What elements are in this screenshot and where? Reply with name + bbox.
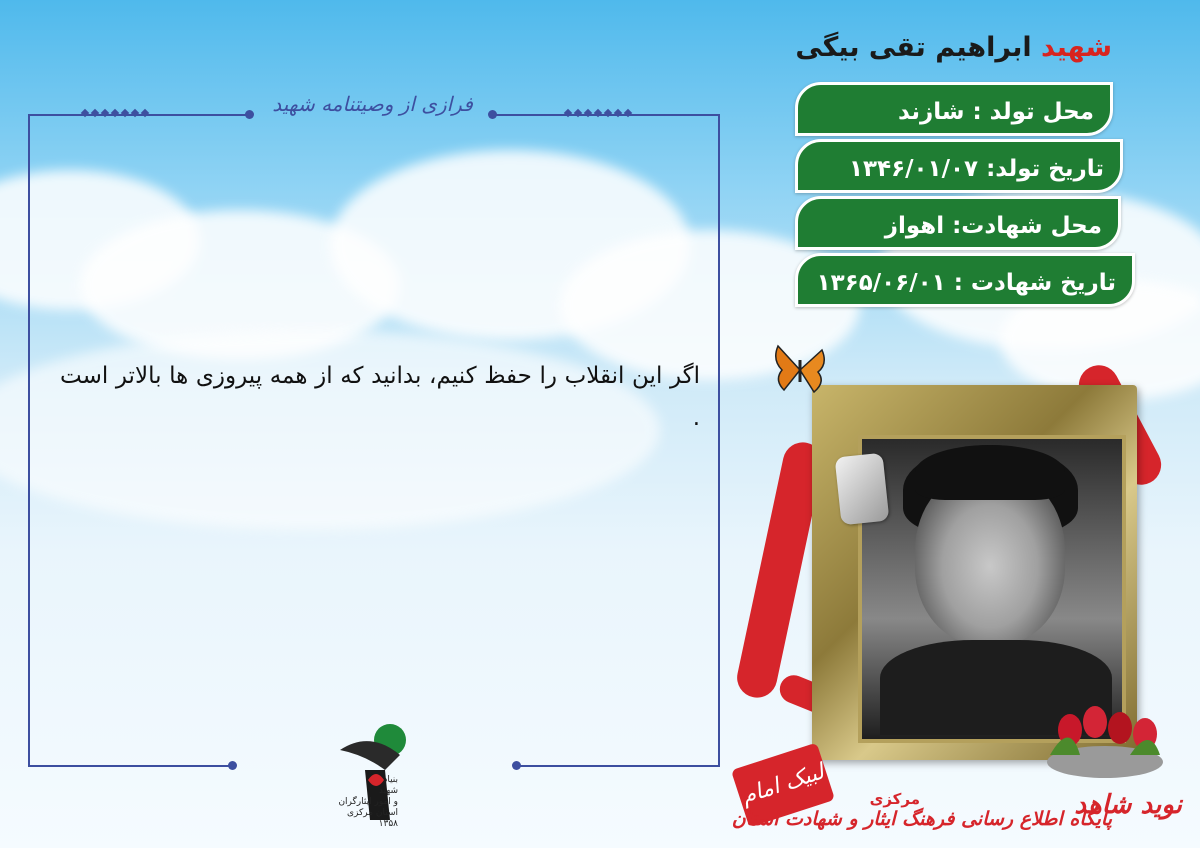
diamond-ornament: [565, 110, 631, 116]
martyr-title: [795, 32, 1112, 63]
martyrdom-date: تاریخ شهادت : ۱۳۶۵/۰۶/۰۱: [795, 253, 1135, 307]
martyr-prefix: شهید: [1041, 32, 1112, 63]
birth-place: محل تولد : شازند: [795, 82, 1113, 136]
foundation-line: بنیاد: [383, 775, 398, 785]
brand-tagline: پایگاه اطلاع رسانی فرهنگ ایثار و شهادت استان: [731, 808, 1112, 830]
birth-date: تاریخ تولد: ۱۳۴۶/۰۱/۰۷: [795, 139, 1123, 193]
frame-dot: [512, 761, 521, 770]
frame-dot: [228, 761, 237, 770]
foundation-line: استان مرکزی: [346, 808, 398, 818]
dog-tag: [835, 453, 890, 526]
tulips-icon: [1040, 700, 1170, 780]
foundation-text: [318, 775, 398, 830]
butterfly-icon: [770, 340, 830, 400]
frame-left: [28, 114, 30, 766]
diamond-ornament: [82, 110, 148, 116]
quote-heading: فرازی از وصیتنامه شهید: [272, 92, 473, 116]
foundation-line: ۱۳۵۸: [378, 819, 398, 829]
frame-dot: [245, 110, 254, 119]
martyr-name: ابراهیم تقی بیگی: [795, 32, 1032, 63]
foundation-line: و امور ایثارگران: [338, 797, 398, 807]
quote-text: اگر این انقلاب را حفظ کنیم، بدانید که از همه پیروزی ها بالاتر است .: [60, 363, 700, 431]
ribbon-tag: لبیک امام: [731, 743, 835, 828]
martyrdom-place: محل شهادت: اهواز: [795, 196, 1121, 250]
photo-hair: [915, 445, 1065, 500]
frame-bottom: [28, 765, 233, 767]
navid-shahed-logo: نوید شاهد: [1074, 790, 1182, 820]
foundation-line: شهید: [378, 786, 398, 796]
frame-bottom-right: [520, 765, 720, 767]
brand-province: مرکزی: [869, 790, 920, 808]
frame-right: [718, 114, 720, 766]
